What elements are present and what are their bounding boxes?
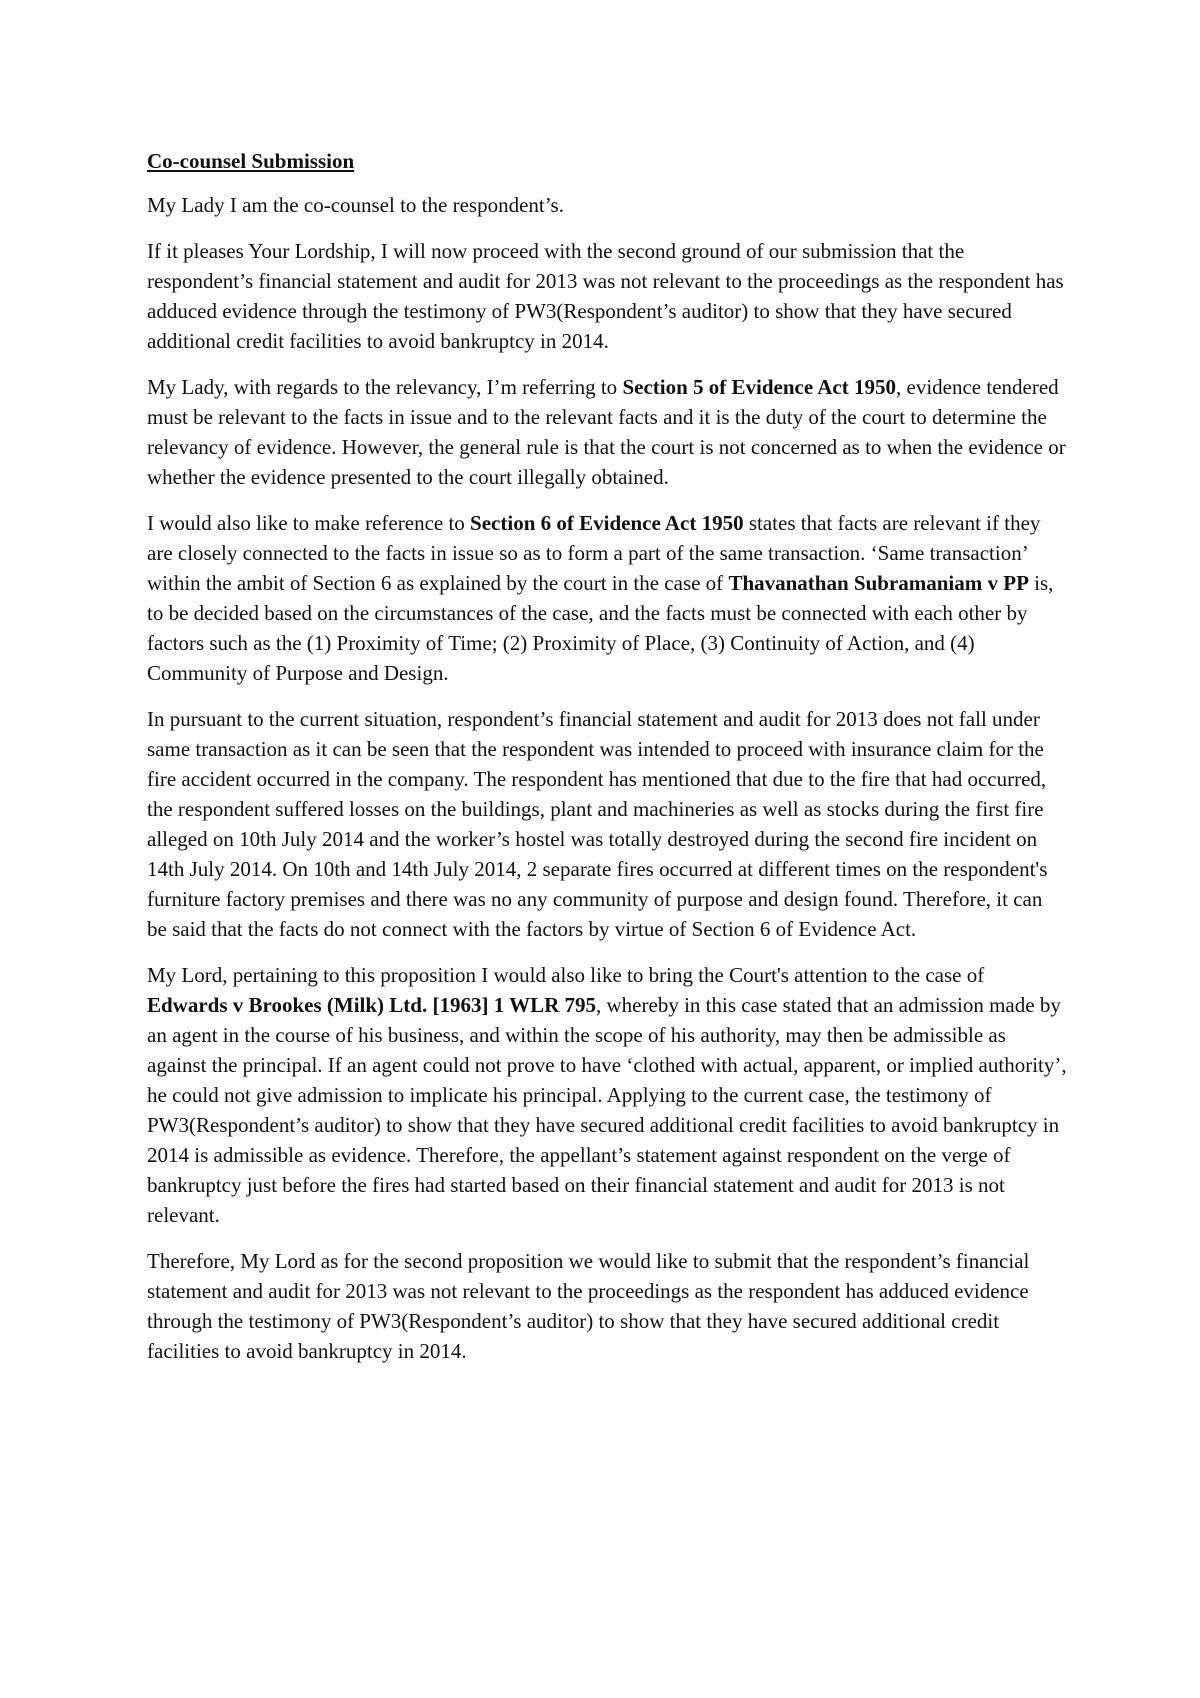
paragraph-current-situation: In pursuant to the current situation, respondent’s financial statement and audit for 2013 does not fall under same transaction as it can be seen that the respondent was intended to proceed with insurance claim for the fire accident occurred in the company. The respondent has mentioned that due to the fire that had occurred, the respondent suffered losses on the buildings, plant and machineries as well as stocks during the first fire alleged on 10th July 2014 and the worker’s hostel was totally destroyed during the second fire incident on 14th July 2014. On 10th and 14th July 2014, 2 separate fires occurred at different times on the respondent's furniture factory premises and there was no any community of purpose and design found. Therefore, it can be said that the facts do not connect with the factors by virtue of Section 6 of Evidence Act.	[147, 707, 1048, 941]
paragraph-text: My Lord, pertaining to this proposition I would also like to bring the Court's attention to the case of	[147, 963, 985, 987]
paragraph-text: My Lady, with regards to the relevancy, I’m referring to	[147, 375, 623, 399]
paragraph-text: states that facts are relevant if they are closely connected to the facts in issue so as to form a part of the same transaction. ‘Same transaction’ within the ambit of Section 6 as explained by the court in the case of	[147, 511, 1041, 595]
paragraph-text: , whereby in this case stated that an admission made by an agent in the course of his business, and within the scope of his authority, may then be admissible as against the principal. If an agent could not prove to have ‘clothed with actual, apparent, or implied authority’, he could not give admission to implicate his principal. Applying to the current case, the testimony of PW3(Respondent’s auditor) to show that they have secured additional credit facilities to avoid bankruptcy in 2014 is admissible as evidence. Therefore, the appellant’s statement against respondent on the verge of bankruptcy just before the fires had started based on their financial statement and audit for 2013 is not relevant.	[147, 993, 1067, 1227]
paragraph-section-6	[147, 508, 1067, 688]
paragraph-introduction: My Lady I am the co-counsel to the respondent’s.	[147, 193, 564, 217]
paragraph-second-ground: If it pleases Your Lordship, I will now proceed with the second ground of our submission that the respondent’s financial statement and audit for 2013 was not relevant to the proceedings as the respondent has adduced evidence through the testimony of PW3(Respondent’s auditor) to show that they have secured additional credit facilities to avoid bankruptcy in 2014.	[147, 239, 1064, 353]
document-page	[147, 146, 1067, 1382]
paragraph-conclusion: Therefore, My Lord as for the second proposition we would like to submit that the respondent’s financial statement and audit for 2013 was not relevant to the proceedings as the respondent has adduced evidence through the testimony of PW3(Respondent’s auditor) to show that they have secured additional credit facilities to avoid bankruptcy in 2014.	[147, 1249, 1030, 1363]
paragraph-text: I would also like to make reference to	[147, 511, 471, 535]
paragraph-text: is, to be decided based on the circumstances of the case, and the facts must be connected with each other by factors such as the (1) Proximity of Time; (2) Proximity of Place, (3) Continuity of Action, and (4) Community of Purpose and Design.	[147, 571, 1054, 685]
paragraph-text: , evidence tendered must be relevant to the facts in issue and to the relevant facts and it is the duty of the court to determine the relevancy of evidence. However, the general rule is that the court is not concerned as to when the evidence or whether the evidence presented to the court illegally obtained.	[147, 375, 1066, 489]
paragraph-edwards-case	[147, 960, 1067, 1230]
case-reference-thavanathan: Thavanathan Subramaniam v PP	[728, 571, 1029, 595]
statute-reference-section-5: Section 5 of Evidence Act 1950	[622, 375, 896, 399]
paragraph-section-5	[147, 372, 1067, 492]
document-title: Co-counsel Submission	[147, 149, 355, 173]
statute-reference-section-6: Section 6 of Evidence Act 1950	[470, 511, 744, 535]
case-reference-edwards: Edwards v Brookes (Milk) Ltd. [1963] 1 WLR 795	[147, 993, 597, 1017]
